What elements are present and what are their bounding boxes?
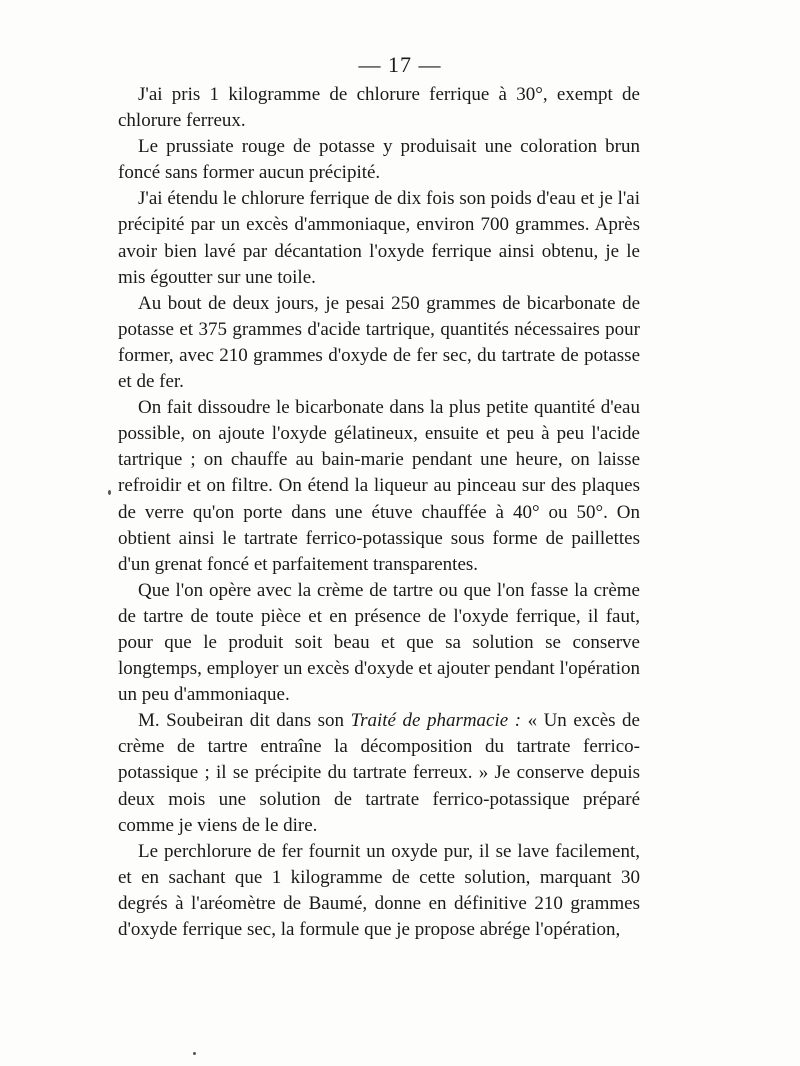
ink-speck (193, 1052, 196, 1055)
paragraph-7-before: M. Soubeiran dit dans son (138, 710, 351, 732)
paragraph-3: J'ai étendu le chlorure ferrique de dix fois son poids d'eau et je l'ai précipité par un excès d'ammoniaque, environ 700 grammes. Après avoir bien lavé par décantation l'oxyde ferrique ainsi obtenu, je le mis égoutter sur une toile. (118, 188, 640, 288)
paragraph-7 (118, 708, 640, 838)
paragraph-6: Que l'on opère avec la crème de tartre ou que l'on fasse la crème de tartre de toute pièce et en présence de l'oxyde ferrique, il faut, pour que le produit soit beau et que sa solution se conserve longtemps, employer un excès d'oxyde et ajouter pendant l'opération un peu d'ammoniaque. (118, 579, 640, 706)
page-number: — 17 — (358, 52, 442, 77)
paragraph-1: J'ai pris 1 kilogramme de chlorure ferrique à 30°, exempt de chlorure ferreux. (118, 84, 640, 132)
paragraph-7-after: « Un excès de crème de tartre entraîne la décomposition du tartrate ferrico-potassique ; il se précipite du tartrate ferreux. » Je conserve depuis deux mois une solution de tartrate ferrico-potassique préparé comme je viens de le dire. (118, 710, 640, 836)
book-title: Traité de pharmacie : (350, 710, 522, 732)
paragraph-4: Au bout de deux jours, je pesai 250 grammes de bicarbonate de potasse et 375 grammes d'acide tartrique, quantités nécessaires pour former, avec 210 grammes d'oxyde de fer sec, du tartrate de potasse et de fer. (118, 292, 640, 393)
ink-speck (108, 490, 111, 495)
paragraph-5: On fait dissoudre le bicarbonate dans la plus petite quantité d'eau possible, on ajoute l'oxyde gélatineux, ensuite et peu à peu l'acide tartrique ; on chauffe au bain-marie pendant une heure, on laisse refroidir et on filtre. On étend la liqueur au pinceau sur des plaques de verre qu'on porte dans une étuve chauffée à 40° ou 50°. On obtient ainsi le tartrate ferrico-potassique sous forme de paillettes d'un grenat foncé et parfaitement transparentes. (118, 397, 640, 575)
paragraph-2: Le prussiate rouge de potasse y produisait une coloration brun foncé sans former aucun précipité. (118, 136, 640, 184)
paragraph-8: Le perchlorure de fer fournit un oxyde pur, il se lave facilement, et en sachant que 1 kilogramme de cette solution, marquant 30 degrés à l'aréomètre de Baumé, donne en définitive 210 grammes d'oxyde ferrique sec, la formule que je propose abrége l'opération, (118, 840, 640, 940)
body-text (118, 82, 640, 943)
